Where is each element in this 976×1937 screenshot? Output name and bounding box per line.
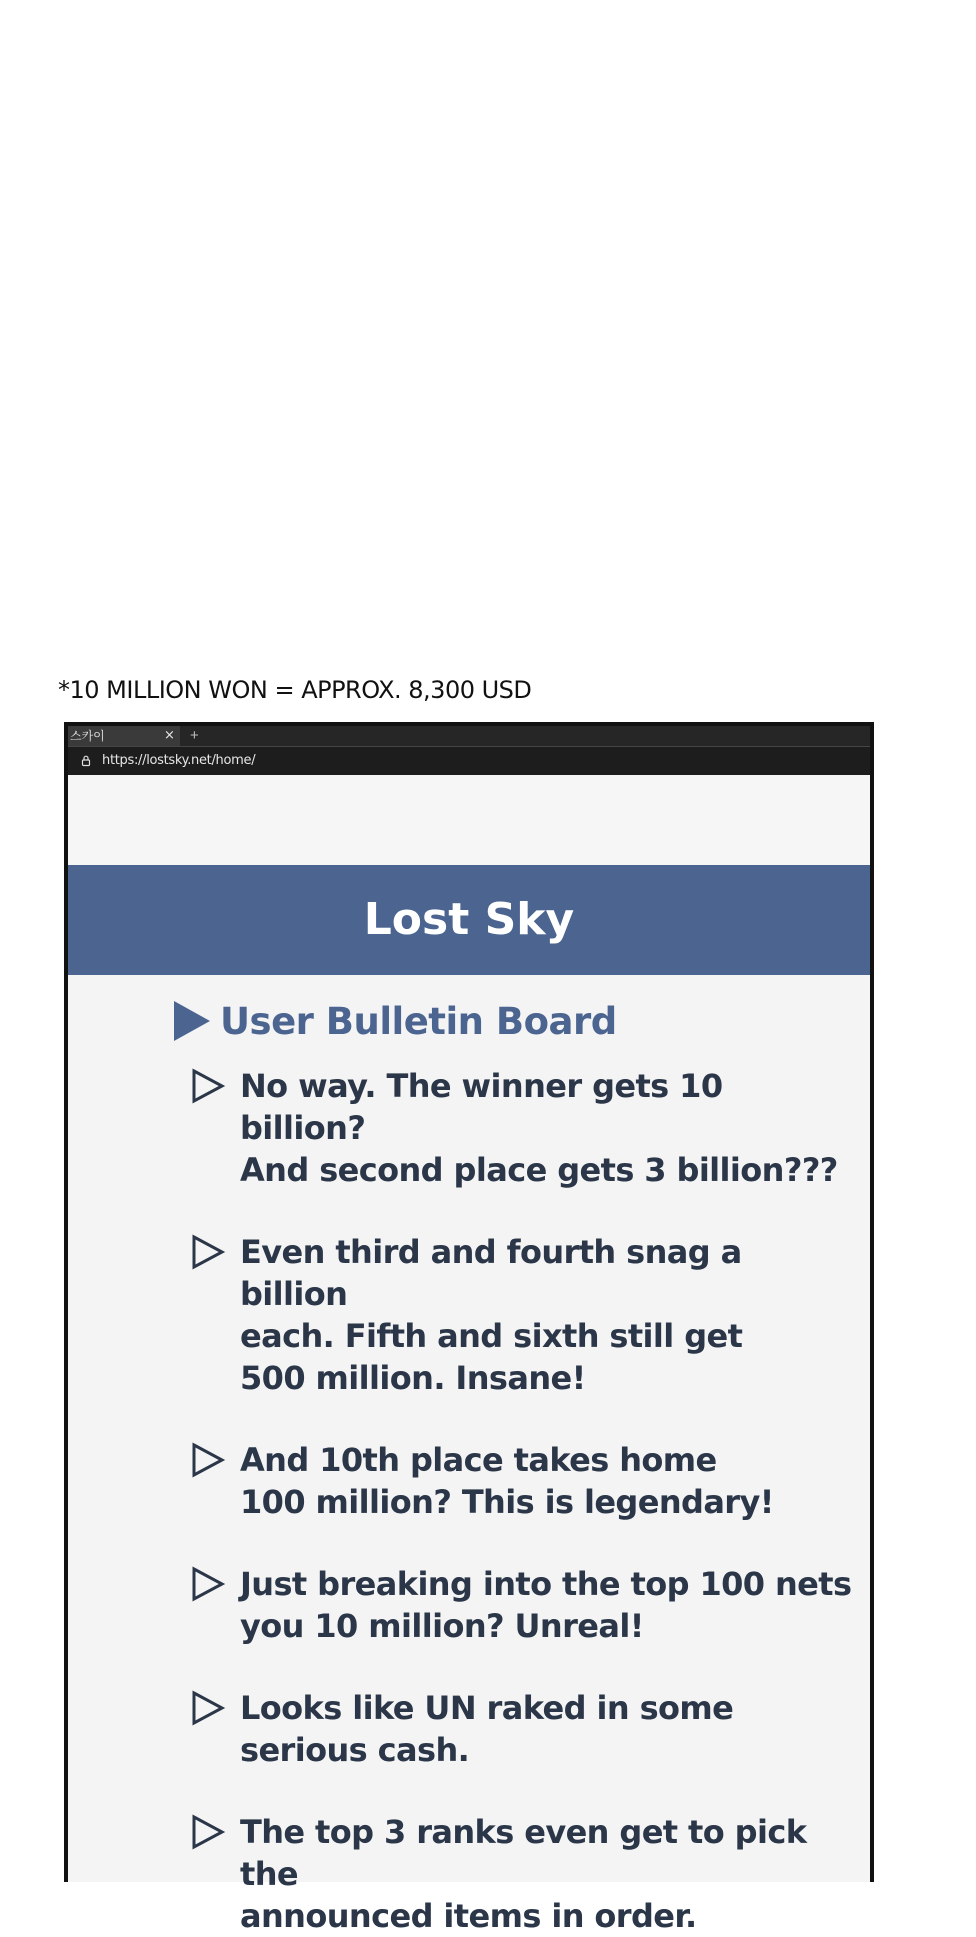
post-text: No way. The winner gets 10 billion? And second place gets 3 billion??? bbox=[240, 1067, 838, 1189]
outline-triangle-icon bbox=[192, 1069, 224, 1103]
footnote: *10 MILLION WON = APPROX. 8,300 USD bbox=[58, 676, 532, 704]
outline-triangle-icon bbox=[192, 1691, 224, 1725]
browser-tab[interactable] bbox=[68, 726, 180, 746]
lock-icon bbox=[82, 755, 90, 766]
new-tab-icon[interactable]: + bbox=[190, 727, 199, 744]
outline-triangle-icon bbox=[192, 1567, 224, 1601]
outline-triangle-icon bbox=[192, 1235, 224, 1269]
tab-title: 스카이 bbox=[70, 729, 105, 743]
list-item[interactable] bbox=[192, 1439, 852, 1523]
post-text: And 10th place takes home 100 million? This is legendary! bbox=[240, 1441, 774, 1521]
browser-window bbox=[64, 722, 874, 1935]
post-text: The top 3 ranks even get to pick the announced items in order. bbox=[240, 1813, 807, 1935]
post-text: Just breaking into the top 100 nets you 10 million? Unreal! bbox=[240, 1565, 852, 1645]
post-text: Even third and fourth snag a billion each. Fifth and sixth still get 500 million. Insane! bbox=[240, 1233, 743, 1397]
board-title: User Bulletin Board bbox=[220, 999, 617, 1043]
page-top-spacer bbox=[68, 775, 870, 865]
bulletin-board bbox=[68, 975, 870, 1937]
tab-close-icon[interactable]: × bbox=[164, 728, 175, 743]
list-item[interactable] bbox=[192, 1811, 852, 1937]
post-text: Looks like UN raked in some serious cash. bbox=[240, 1689, 734, 1769]
post-list bbox=[192, 1065, 852, 1937]
tab-bar bbox=[68, 726, 870, 746]
filled-triangle-icon bbox=[174, 1001, 210, 1041]
list-item[interactable] bbox=[192, 1563, 852, 1647]
outline-triangle-icon bbox=[192, 1443, 224, 1477]
address-bar[interactable] bbox=[68, 746, 870, 775]
site-title: Lost Sky bbox=[363, 894, 575, 945]
list-item[interactable] bbox=[192, 1065, 852, 1191]
list-item[interactable] bbox=[192, 1687, 852, 1771]
outline-triangle-icon bbox=[192, 1815, 224, 1849]
url-text[interactable]: https://lostsky.net/home/ bbox=[102, 753, 256, 768]
board-heading[interactable] bbox=[174, 991, 976, 1051]
site-header bbox=[68, 865, 870, 975]
list-item[interactable] bbox=[192, 1231, 852, 1399]
